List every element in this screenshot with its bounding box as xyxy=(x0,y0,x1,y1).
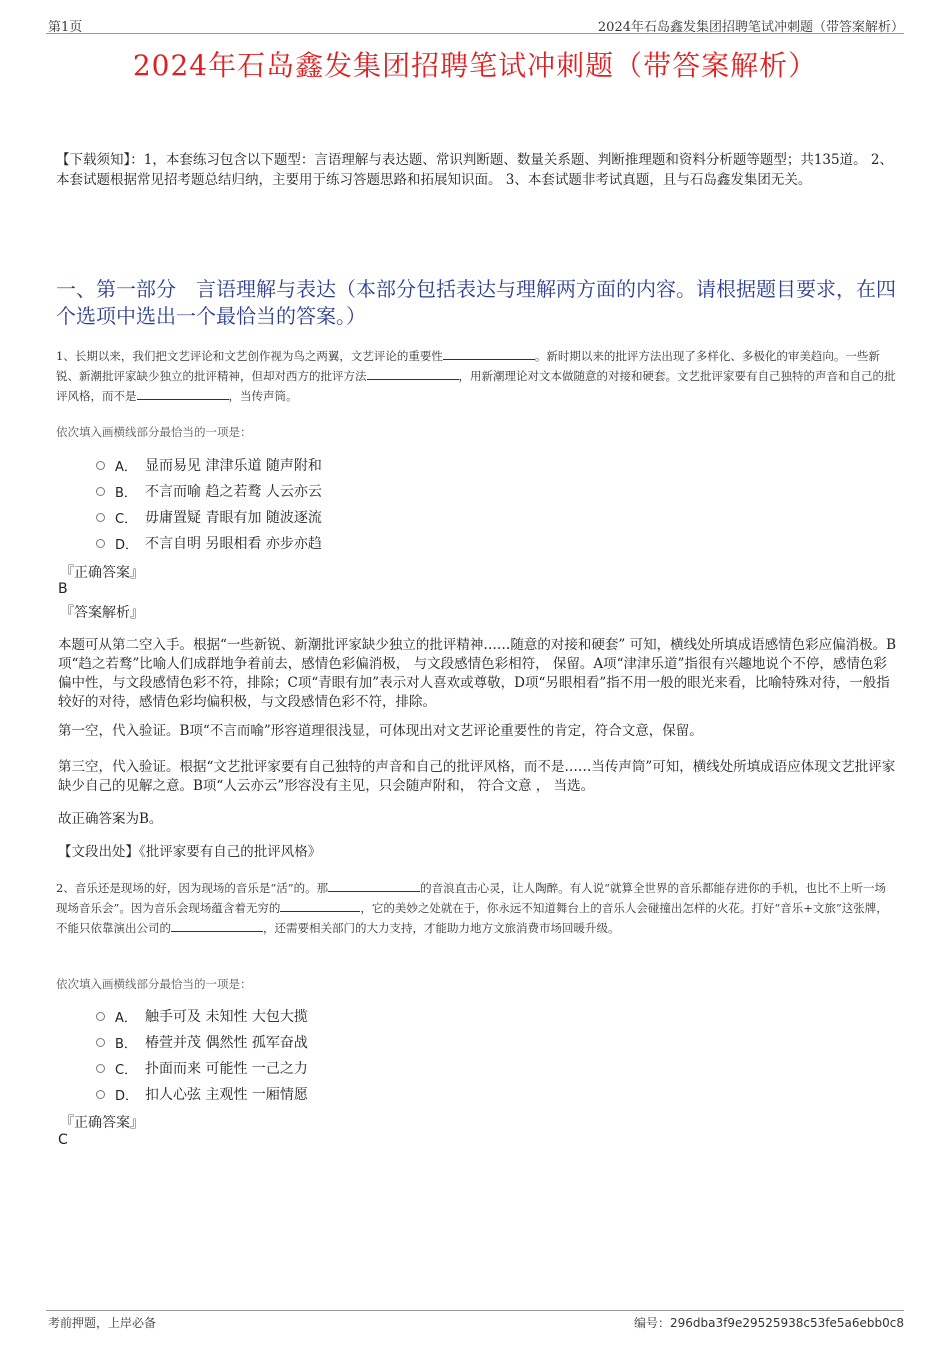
question-2-stem: 2、音乐还是现场的好，因为现场的音乐是“活”的。那 的音浪直击心灵，让人陶醉。有人说“就算全世界的音乐都能存进你的手机，也比不上听一场现场音乐会”。因为音乐会现场蕴含着无穷的 ，它的美妙之处就在于，你永远不知道舞台上的音乐人会碰撞出怎样的火花。打好“音乐+文旅”这张牌，不能只依靠演出公司的 ，还需要相关部门的大力支持，才能助力地方文旅消费市场回暖升级。 xyxy=(56,881,888,935)
option-b[interactable]: B． 椿萱并茂 偶然性 孤军奋战 xyxy=(96,1029,308,1055)
blank-line xyxy=(280,899,360,912)
section-heading: 一、第一部分 言语理解与表达（本部分包括表达与理解两方面的内容。请根据题目要求，在四个选项中选出一个最恰当的答案。） xyxy=(56,277,896,328)
source-citation: 【文段出处】《批评家要有自己的批评风格》 xyxy=(58,844,322,860)
analysis-label: 『答案解析』 xyxy=(60,605,144,621)
option-c[interactable]: C． 毋庸置疑 青眼有加 随波逐流 xyxy=(96,504,322,530)
analysis-paragraph: 第三空，代入验证。根据“文艺批评家要有自己独特的声音和自己的批评风格，而不是……当传声筒”可知，横线处所填成语应体现文艺批评家缺少自己的见解之意。B项“人云亦云”形容没有主见，只会随声附和， 符合文意 ， 当选。 xyxy=(58,759,896,794)
page-number: 第1页 xyxy=(48,20,83,35)
blank-line xyxy=(367,367,459,380)
analysis-paragraph: 本题可从第二空入手。根据“一些新锐、新潮批评家缺少独立的批评精神……随意的对接和硬套” 可知，横线处所填成语感情色彩应偏消极。B项“趋之若鹜”比喻人们成群地争着前去，感情色彩偏消极， 与文段感情色彩相符， 保留。A项“津津乐道”指很有兴趣地说个不停，感情色彩偏中性，与文段感情色彩不符，排除；C项“青眼有加”表示对人喜欢或尊敬，D项“另眼相看”指不用一般的眼光来看，比喻特殊对待，一般指较好的对待，感情色彩均偏积极，与文段感情色彩不符，排除。 xyxy=(58,637,897,710)
radio-icon[interactable] xyxy=(96,539,105,548)
question-2-options xyxy=(96,1003,308,1107)
blank-line xyxy=(328,879,420,892)
document-id: 296dba3f9e29525938c53fe5a6ebb0c8 xyxy=(669,1316,904,1330)
question-2-prompt: 依次填入画横线部分最恰当的一项是： xyxy=(56,977,252,991)
radio-icon[interactable] xyxy=(96,513,105,522)
blank-line xyxy=(443,347,535,360)
download-notice: 【下载须知】：1，本套练习包含以下题型：言语理解与表达题、常识判断题、数量关系题、判断推理题和资料分析题等题型；共135道。 2、本套试题根据常见招考题总结归纳，主要用于练习答题思路和拓展知识面。 3、本套试题非考试真题，且与石岛鑫发集团无关。 xyxy=(56,152,893,188)
blank-line xyxy=(171,919,263,932)
analysis-conclusion: 故正确答案为B。 xyxy=(58,811,163,827)
radio-icon[interactable] xyxy=(96,461,105,470)
correct-answer: C xyxy=(58,1132,68,1148)
radio-icon[interactable] xyxy=(96,1090,105,1099)
radio-icon[interactable] xyxy=(96,1038,105,1047)
header-divider xyxy=(46,33,904,34)
analysis-paragraph: 第一空，代入验证。B项“不言而喻”形容道理很浅显，可体现出对文艺评论重要性的肯定，符合文意，保留。 xyxy=(58,723,703,739)
correct-answer: B xyxy=(58,581,68,597)
radio-icon[interactable] xyxy=(96,487,105,496)
radio-icon[interactable] xyxy=(96,1012,105,1021)
answer-label: 『正确答案』 xyxy=(60,1115,144,1131)
document-title: 2024年石岛鑫发集团招聘笔试冲刺题（带答案解析） xyxy=(132,49,818,82)
footer-code: 编号：296dba3f9e29525938c53fe5a6ebb0c8 xyxy=(633,1316,904,1330)
option-a[interactable]: A． 触手可及 未知性 大包大揽 xyxy=(96,1003,308,1029)
question-1-prompt: 依次填入画横线部分最恰当的一项是： xyxy=(56,425,252,439)
question-1-stem: 1、长期以来，我们把文艺评论和文艺创作视为鸟之两翼，文艺评论的重要性 。新时期以来的批评方法出现了多样化、多极化的审美趋向。一些新锐、新潮批评家缺少独立的批评精神，但却对西方的批评方法 ，用新潮理论对文本做随意的对接和硬套。文艺批评家要有自己独特的声音和自己的批评风格，而不是 ，当传声筒。 xyxy=(56,349,896,403)
option-d[interactable]: D． 不言自明 另眼相看 亦步亦趋 xyxy=(96,530,322,556)
footer-divider xyxy=(46,1310,904,1311)
radio-icon[interactable] xyxy=(96,1064,105,1073)
header-doc-title: 2024年石岛鑫发集团招聘笔试冲刺题（带答案解析） xyxy=(597,20,904,35)
option-a[interactable]: A． 显而易见 津津乐道 随声附和 xyxy=(96,452,322,478)
footer-slogan: 考前押题，上岸必备 xyxy=(48,1316,157,1330)
option-c[interactable]: C． 扑面而来 可能性 一己之力 xyxy=(96,1055,308,1081)
question-1-options xyxy=(96,452,322,556)
option-d[interactable]: D． 扣人心弦 主观性 一厢情愿 xyxy=(96,1081,308,1107)
option-b[interactable]: B． 不言而喻 趋之若鹜 人云亦云 xyxy=(96,478,322,504)
blank-line xyxy=(137,387,229,400)
answer-label: 『正确答案』 xyxy=(60,565,144,581)
